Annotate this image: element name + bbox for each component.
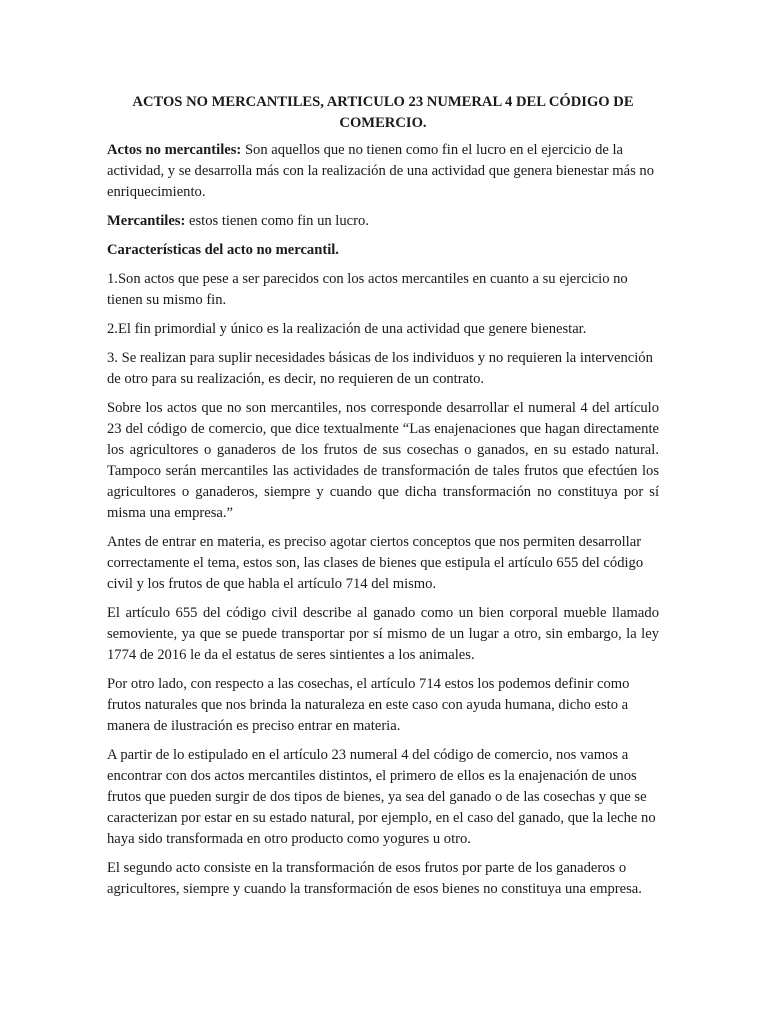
section-heading-text: Características del acto no mercantil.	[107, 242, 339, 258]
paragraph-segundo-acto: El segundo acto consiste en la transformación de esos frutos por parte de los ganaderos o agricultores, siempre y cuando la transformación de esos bienes no constituya una empresa.	[107, 860, 642, 897]
document-page	[107, 92, 659, 908]
term-mercantiles: Mercantiles:	[107, 213, 186, 229]
characteristic-item-2: 2.El fin primordial y único es la realización de una actividad que genere bienestar.	[107, 321, 587, 337]
paragraph-articulo-655: El artículo 655 del código civil describe al ganado como un bien corporal mueble llamado semoviente, ya que se puede transportar por sí mismo de un lugar a otro, sin embargo, la ley 1774 de 2016 le da el estatus de seres sintientes a los animales.	[107, 605, 659, 663]
paragraph-articulo-714: Por otro lado, con respecto a las cosechas, el artículo 714 estos los podemos definir como frutos naturales que nos brinda la naturaleza en este caso con ayuda humana, dicho esto a manera de ilustración es preciso entrar en materia.	[107, 676, 630, 734]
definition-mercantiles: estos tienen como fin un lucro.	[185, 213, 369, 229]
section-heading	[107, 240, 659, 261]
characteristic-item-3: 3. Se realizan para suplir necesidades básicas de los individuos y no requieren la intervención de otro para su realización, es decir, no requieren de un contrato.	[107, 350, 653, 387]
paragraph-actos-no-mercantiles	[107, 140, 659, 203]
definition-actos-no-mercantiles: Son aquellos que no tienen como fin el lucro en el ejercicio de la actividad, y se desarrolla más con la realización de una actividad que genera bienestar más no enriquecimiento.	[107, 142, 655, 200]
document-title: ACTOS NO MERCANTILES, ARTICULO 23 NUMERAL 4 DEL CÓDIGO DE COMERCIO.	[132, 94, 634, 131]
paragraph-conceptos: Antes de entrar en materia, es preciso agotar ciertos conceptos que nos permiten desarrollar correctamente el tema, estos son, las clases de bienes que estipula el artículo 655 del código civil y los frutos de que habla el artículo 714 del mismo.	[107, 534, 644, 592]
term-actos-no-mercantiles: Actos no mercantiles:	[107, 142, 242, 158]
paragraph-numeral-4: Sobre los actos que no son mercantiles, nos corresponde desarrollar el numeral 4 del artículo 23 del código de comercio, que dice textualmente “Las enajenaciones que hagan directamente los agricultores o ganaderos de los frutos de sus cosechas o ganados, en su estado natural. Tampoco serán mercantiles las actividades de transformación de tales frutos que efectúen los agricultores o ganaderos, siempre y cuando que dicha transformación no constituya por sí misma una empresa.”	[107, 400, 659, 521]
paragraph-dos-actos: A partir de lo estipulado en el artículo 23 numeral 4 del código de comercio, nos vamos a encontrar con dos actos mercantiles distintos, el primero de ellos es la enajenación de unos frutos que pueden surgir de dos tipos de bienes, ya sea del ganado o de las cosechas y que se caracterizan por estar en su estado natural, por ejemplo, en el caso del ganado, que la leche no haya sido transformada en otro producto como yogures u otro.	[107, 747, 656, 847]
paragraph-mercantiles	[107, 211, 659, 232]
characteristic-item-1: 1.Son actos que pese a ser parecidos con los actos mercantiles en cuanto a su ejercicio no tienen su mismo fin.	[107, 271, 628, 308]
